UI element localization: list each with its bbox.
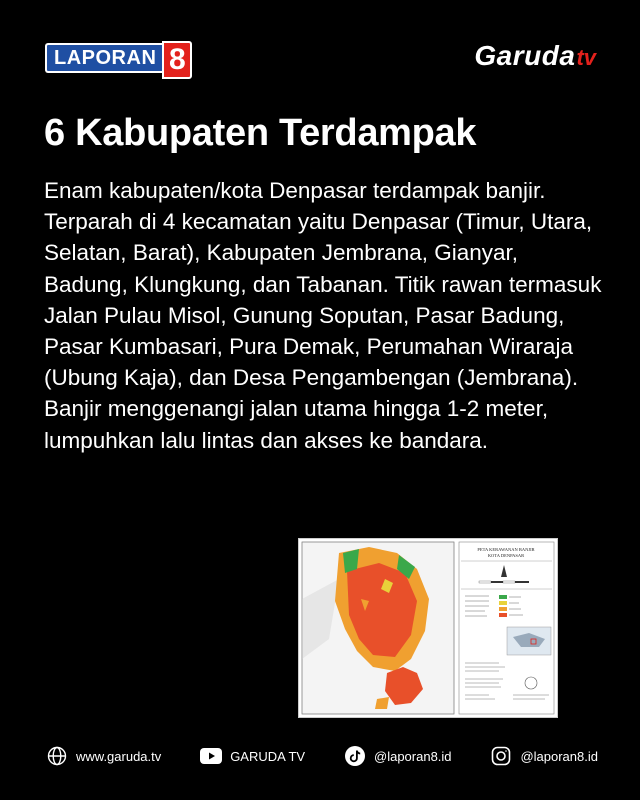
map-title-line2: KOTA DENPASAR (487, 553, 525, 558)
globe-icon (46, 745, 68, 767)
flood-risk-map-graphic (299, 539, 557, 717)
garudatv-logo (474, 40, 596, 72)
tiktok-icon (344, 745, 366, 767)
instagram-label: @laporan8.id (520, 748, 598, 764)
garuda-logo-text: Garuda (474, 40, 576, 71)
website-label: www.garuda.tv (76, 748, 162, 764)
footer-website[interactable] (46, 745, 161, 767)
youtube-icon (200, 745, 222, 767)
laporan-logo-text: LAPORAN (45, 43, 162, 73)
footer-instagram[interactable] (490, 745, 598, 767)
article-body: Enam kabupaten/kota Denpasar terdampak banjir. Terparah di 4 kecamatan yaitu Denpasar (Timur, Utara, Selatan, Barat), Kabupaten Jembrana, Gianyar, Badung, Klungkung, dan Tabanan. Titik rawan termasuk Jalan Pulau Misol, Gunung Soputan, Pasar Badung, Pasar Kumbasari, Pura Demak, Perumahan Wiraraja (Ubung Kaja), dan Desa Pengambengan (Jembrana). Banjir menggenangi jalan utama hingga 1-2 meter, lumpuhkan lalu lintas dan akses ke bandara. (44, 178, 602, 453)
footer-tiktok[interactable] (344, 745, 452, 767)
youtube-label: GARUDA TV (230, 748, 306, 764)
garuda-logo-suffix: tv (576, 45, 596, 70)
footer-social-bar (46, 745, 598, 767)
instagram-icon (490, 745, 512, 767)
laporan-logo-number: 8 (162, 41, 192, 79)
footer-youtube[interactable] (200, 745, 305, 767)
page-title: 6 Kabupaten Terdampak (44, 112, 477, 154)
flood-risk-map (298, 538, 558, 718)
laporan8-logo (45, 43, 192, 76)
tiktok-label: @laporan8.id (374, 748, 452, 764)
map-title-line1: PETA KERAWANAN BANJIR (477, 547, 535, 552)
